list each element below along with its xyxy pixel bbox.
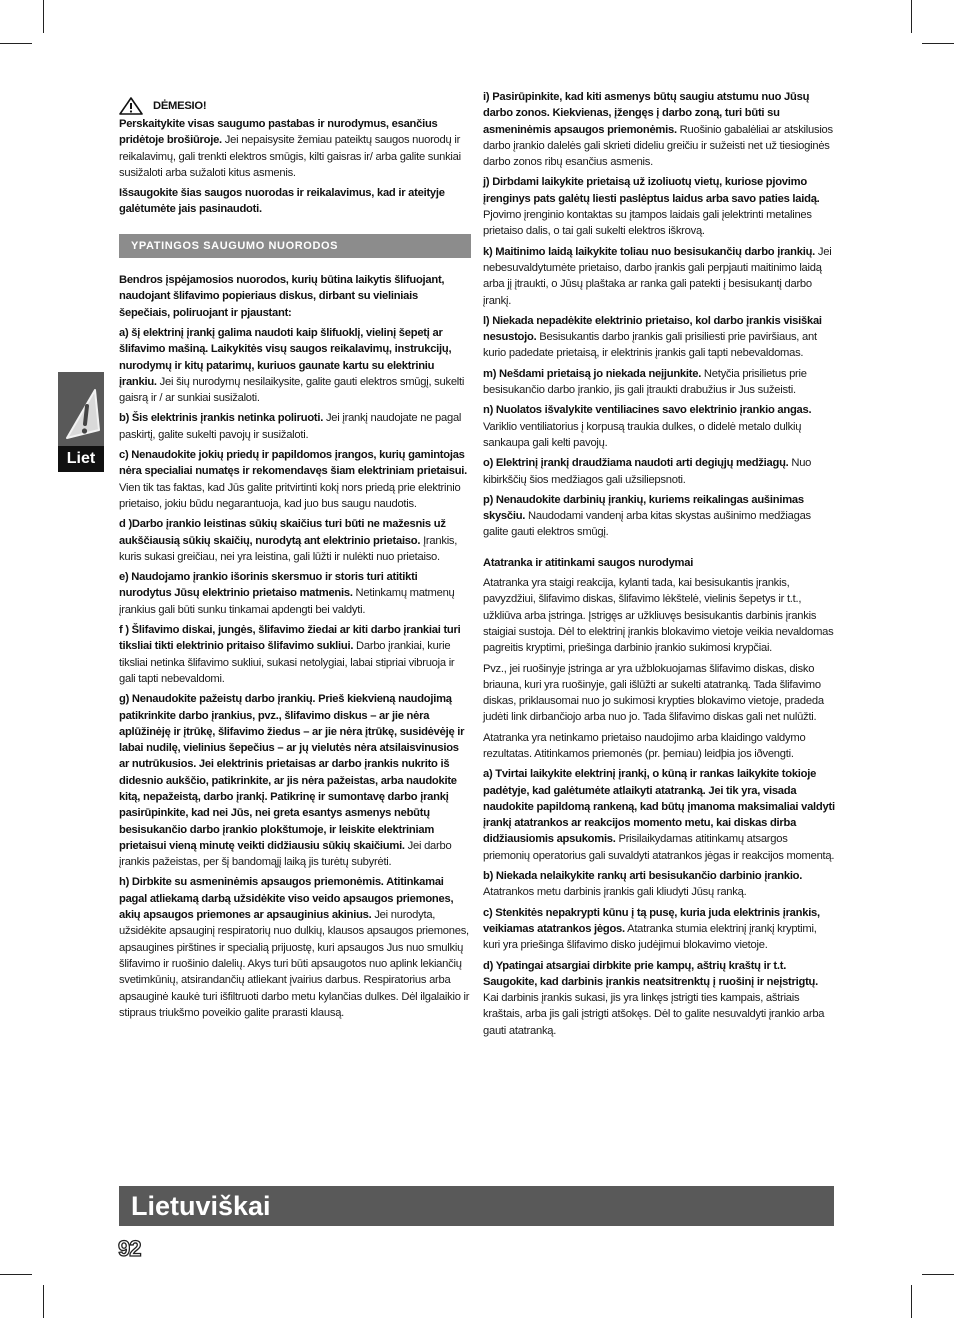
instruction-lead: a) Tvirtai laikykite elektrinį įrankį, o kūną ir rankas laikykite tokioje padėtyje, kad galėtumėte atlaikyti atatranką. Jei tik yra, visada naudokite papildomą rankeną, kad būtų įmanoma maksimaliai valdyti įrankį atatrankos ar reakcijos momento metu, kai diskas dirba didžiausiomis apsukomis. bbox=[483, 768, 835, 846]
instruction-lead: c) Stenkitės nepakrypti kūnu į tą pusę, kuria juda elektrinis įrankis, veikiamas atatrankos jėgos. bbox=[483, 906, 820, 935]
section-title: YPATINGOS SAUGUMO NUORODOS bbox=[119, 234, 471, 258]
instruction-lead: n) Nuolatos išvalykite ventiliacines savo elektrinio įrankio angas. bbox=[483, 404, 812, 417]
instruction-body: Atatranka stumia elektrinį įrankį kryptimi, kuri yra priešinga šlifavimo disko judėjimui blokavimo vietoje. bbox=[483, 922, 817, 952]
instruction-paragraph bbox=[483, 766, 835, 864]
instruction-paragraph bbox=[119, 116, 471, 181]
instruction-paragraph bbox=[119, 622, 471, 687]
instruction-lead: b) Šis elektrinis įrankis netinka poliruoti. bbox=[119, 412, 324, 425]
instruction-paragraph bbox=[483, 313, 835, 362]
crop-mark bbox=[911, 1285, 912, 1318]
instruction-paragraph bbox=[119, 874, 471, 1021]
instruction-body: Vien tik tas faktas, kad Jūs galite pritvirtinti kokį nors priedą prie elektrinio prietaiso, jokiu būdu negarantuoja, kad juo bus saugu naudotis. bbox=[119, 481, 461, 510]
warning-header bbox=[119, 97, 471, 115]
instruction-lead: a) šį elektrinį įrankį galima naudoti kaip šlifuoklį, vielinį šepetį ar šlifavimo mašiną. Laikykitės visų saugos reikalavimų, instrukcijų, nurodymų ir kitų patarimų, kuriuos gaunate kartu su elektriniu įrankiu. bbox=[119, 326, 452, 388]
instruction-paragraph bbox=[119, 569, 471, 618]
instruction-body: Nuo kibirkščių šios medžiagos gali užsiliepsnoti. bbox=[483, 457, 812, 486]
instruction-lead: i) Pasirūpinkite, kad kiti asmenys būtų saugiu atstumu nuo Jūsų darbo zonos. Kiekvienas, įžengęs į darbo zoną, turi būti su asmeninėmis apsaugos priemonėmis. bbox=[483, 91, 810, 136]
instruction-lead: m) Nešdami prietaisą jo niekada neįjunkite. bbox=[483, 367, 702, 380]
instruction-paragraph bbox=[119, 691, 471, 870]
footer-title: Lietuviškai bbox=[131, 1191, 271, 1221]
instruction-body: Besisukantis darbo įrankis gali prisiliesti prie paviršiaus, ant kurio padedate prietaisą, ir elektrinis įrankis gali tapti nebevaldomas. bbox=[483, 331, 817, 360]
instruction-lead: c) Nenaudokite jokių priedų ir papildomos įrangos, kurių gamintojas nėra specialiai numatęs ir rekomendavęs šiam elektriniam prietaisui. bbox=[119, 449, 468, 478]
instruction-lead: j) Dirbdami laikykite prietaisą už izoliuotų vietų, kuriose pjovimo įrenginys pats galėtų liesti paslėptus laidus arba savo paties laidą. bbox=[483, 176, 820, 205]
instruction-lead: h) Dirbkite su asmeninėmis apsaugos priemonėmis. Atitinkamai pagal atliekamą darbą užsidėkite viso veido apsaugos priemones, akių apsaugos priemones ar apsauginius akinius. bbox=[119, 876, 454, 922]
safety-instructions-continued bbox=[483, 89, 835, 541]
instruction-paragraph bbox=[119, 516, 471, 565]
instruction-lead: o) Elektrinį įrankį draudžiama naudoti arti degiųjų medžiagų. bbox=[483, 457, 789, 470]
instruction-lead: d) Ypatingai atsargiai dirbkite prie kampų, aštrių kraštų ir t.t. Saugokite, kad darbinis įrankis neatsitrenktų į ruošinį ir neįstrigtų. bbox=[483, 959, 818, 988]
instruction-body: Atatrankos metu darbinis įrankis gali kliudyti Jūsų ranką. bbox=[483, 886, 747, 899]
instruction-lead: p) Nenaudokite darbinių įrankių, kuriems reikalingas aušinimas skysčiu. bbox=[483, 493, 804, 523]
safety-instructions bbox=[119, 272, 471, 1021]
instruction-body: Jei nurodyta, užsidėkite apsauginį respiratorių nuo dulkių, klausos apsaugos priemones, apsaugines pirštines ir specialią prijuostę, kuri apsaugos Jus nuo smulkių šlifavimo ir ruošinio dalelių. Akys turi būti apsaugotos nuo aplink lekiančių svetimkūnių, atsirandančių atliekant įvairius darbus. Respiratorius arba apsauginė kaukė turi išfiltruoti darbo metu kylančias dulkes. Dėl ilgalaikio ir stipraus triukšmo poveikio galite prarasti klausą. bbox=[119, 909, 470, 1019]
kickback-description bbox=[483, 575, 835, 762]
instruction-paragraph bbox=[119, 185, 471, 218]
crop-mark bbox=[43, 1285, 44, 1318]
instruction-body: Jei įrankį naudojate ne pagal paskirtį, galite sukelti pavojų ir susižaloti. bbox=[119, 412, 462, 441]
instruction-lead: g) Nenaudokite pažeistų darbo įrankių. Prieš kiekvieną naudojimą patikrinkite darbo įrankius, pvz., šlifavimo diskus – ar jie nėra aplūžinėję ir įtrūkę, šlifavimo žiedus – ar jie nėra įtrūkę, susidėvėję ir labai nudilę, vielinius šepečius – ar jų vielutės nėra atsilaisvinusios ar nutrūkusios. Jei elektrinis prietaisas ar darbo įrankis nukrito iš didesnio aukščio, patikrinkite, ar jis nėra pažeistas, arba naudokite kitą, nepažeistą, darbo įrankį. Patikrinę ir sumontavę darbo įrankį pasirūpinkite, kad nei Jūs, nei greta esantys asmenys nebūtų besisukančio darbo įrankio plokštumoje, ir leiskite elektriniam prietaisui vieną minutę veikti didžiausiu sūkių skaičiumi. bbox=[119, 693, 465, 852]
instruction-paragraph bbox=[119, 325, 471, 406]
instruction-body: Prisilaikydamas atitinkamų atsargos priemonių operatorius gali suvaldyti atatrankos jėgas ir reakcijos momentą. bbox=[483, 833, 835, 862]
instruction-lead: Išsaugokite šias saugos nuorodas ir reikalavimus, kad ir ateityje galėtumėte jais pasinaudoti. bbox=[119, 187, 445, 216]
instruction-paragraph bbox=[483, 402, 835, 451]
crop-mark bbox=[922, 43, 954, 44]
instruction-lead: Bendros įspėjamosios nuorodos, kurių būtina laikytis šlifuojant, naudojant šlifavimo popieriaus diskus, dirbant su vieliniais šepečiais, poliruojant ir pjaustant: bbox=[119, 274, 445, 319]
instruction-body: Netinkamų matmenų įrankius gali būti sunku tinkamai apdengti bei valdyti. bbox=[119, 587, 455, 616]
right-column bbox=[483, 89, 835, 1043]
crop-mark bbox=[43, 0, 44, 33]
instruction-body: Naudodami vandenį arba kitas skystas aušinimo medžiagas galite gauti elektros smūgį. bbox=[483, 510, 811, 539]
instruction-body: Darbo įrankiai, kurie tiksliai netinka šlifavimo sukliui, sukasi netolygiai, labai stipriai vibruoja ir gali tapti nebevaldomi. bbox=[119, 640, 455, 685]
instruction-body: Kai darbinis įrankis sukasi, jis yra linkęs įstrigti ties kampais, aštriais kraštais, arba jis gali įstrigti atšokęs. Dėl to galite nesuvaldyti įrankio arba gauti atatranką. bbox=[483, 992, 825, 1037]
footer-bar bbox=[119, 1186, 834, 1226]
instruction-paragraph bbox=[119, 410, 471, 443]
crop-mark bbox=[911, 0, 912, 33]
instruction-paragraph bbox=[483, 455, 835, 488]
instruction-lead: d )Darbo įrankio leistinas sūkių skaičius turi būti ne mažesnis už aukščiausią sūkių skaičių, nurodytą ant elektrinio prietaiso. bbox=[119, 518, 446, 547]
crop-mark bbox=[0, 43, 32, 44]
language-tab bbox=[58, 372, 104, 472]
instruction-body: Jei šių nurodymų nesilaikysite, galite gauti elektros smūgį, sukelti gaisrą ir / ar sunkiai susižaloti. bbox=[119, 375, 465, 405]
instruction-paragraph bbox=[483, 492, 835, 541]
instruction-lead: f ) Šlifavimo diskai, jungės, šlifavimo žiedai ar kiti darbo įrankiai turi tiksliai tikti elektrinio pritaiso šlifavimo sukliui. bbox=[119, 624, 461, 653]
instruction-body: Įrankis, kuris sukasi greičiau, nei yra leistina, gali lūžti ir nulėkti nuo prietaiso. bbox=[119, 534, 458, 563]
instruction-paragraph bbox=[119, 272, 471, 321]
warning-icon bbox=[61, 382, 101, 451]
warning-intro bbox=[119, 116, 471, 218]
page-number: 92 bbox=[118, 1236, 141, 1261]
kickback-subheading: Atatranka ir atitinkami saugos nurodymai bbox=[483, 556, 694, 569]
instruction-lead: l) Niekada nepadėkite elektrinio prietaiso, kol darbo įrankis visiškai nesustojo. bbox=[483, 314, 822, 344]
instruction-body: Pjovimo įrenginio kontaktas su įtampos laidais gali įelektrinti metalines prietaiso dalis, o tai gali sukelti elektros iškrovą. bbox=[483, 209, 812, 238]
instruction-lead: b) Niekada nelaikykite rankų arti besisukančio darbinio įrankio. bbox=[483, 870, 803, 883]
instruction-body: Jei nepaisysite žemiau pateiktų saugos nuorodų ir reikalavimų, gali trenkti elektros smūgis, kilti gaisras ir/ arba galite sunkiai susižaloti arba sužaloti kitus asmenis. bbox=[119, 134, 461, 179]
instruction-paragraph bbox=[483, 905, 835, 954]
warning-triangle-icon bbox=[119, 97, 143, 115]
body-paragraph: Atatranka yra staigi reakcija, kylanti tada, kai besisukantis įrankis, pavyzdžiui, šlifavimo diskas, šlifavimo lėkštelė, vielinis šepetys ir t.t., užkliūva arba įstringa. Įstrigęs ar užkliuvęs besisukantis darbinis įrankis staigiai sustoja. Dėl to elektrinį įrankis blokavimo vietoje veikia nevaldomas pagreitis kryptimi, priešinga darbinio įrankio sukimosi krypčiai. bbox=[483, 577, 834, 655]
body-paragraph: Atatranka yra netinkamo prietaiso naudojimo arba klaidingo valdymo rezultatas. Atitinkamos priemonės (pr. þemiau) leidþia jos iðvengti. bbox=[483, 731, 806, 760]
instruction-paragraph bbox=[483, 174, 835, 239]
language-tab-label: Liet bbox=[58, 446, 104, 472]
crop-mark bbox=[0, 1274, 32, 1275]
crop-mark bbox=[922, 1274, 954, 1275]
instruction-body: Variklio ventiliatorius į korpusą traukia dulkes, o didelė metalo dulkių sankaupa gali kelti pavojų. bbox=[483, 420, 802, 449]
body-paragraph: Pvz., jei ruošinyje įstringa ar yra užblokuojamas šlifavimo diskas, disko briauna, kuri yra ruošinyje, gali išlūžti ar sukelti atatranką. Tada šlifavimo diskas, priklausomai nuo jo sukimosi krypties blokavimo vietoje, pradeda judėti link dirbančiojo arba nuo jo. Tada šlifavimo diskas gali net nulūžti. bbox=[483, 662, 824, 724]
instruction-paragraph bbox=[483, 366, 835, 399]
instruction-paragraph bbox=[483, 958, 835, 1039]
instruction-paragraph bbox=[483, 244, 835, 309]
instruction-paragraph bbox=[119, 447, 471, 512]
instruction-paragraph bbox=[483, 89, 835, 170]
instruction-body: Ruošinio gabalėliai ar atskilusios darbo įrankio dalelės gali skrieti dideliu greičiu ir sužeisti net už tiesioginės darbo zonos ribų esančius asmenis. bbox=[483, 123, 833, 169]
kickback-instructions bbox=[483, 766, 835, 1039]
left-column bbox=[119, 97, 471, 1025]
instruction-body: Jei nebesuvaldytumėte prietaiso, darbo įrankis gali perpjauti maitinimo laidą arba jį įtraukti, o Jūsų plaštaka ar ranka gali patekti į besisukantį darbo įrankį. bbox=[483, 245, 832, 307]
instruction-lead: e) Naudojamo įrankio išorinis skersmuo ir storis turi atitikti nurodytus Jūsų elektrinio prietaiso matmenis. bbox=[119, 571, 418, 600]
instruction-body: Netyčia prisilietus prie besisukančio darbo įrankio, jis gali įtraukti drabužius ir Jus sužeisti. bbox=[483, 367, 807, 397]
instruction-lead: Perskaitykite visas saugumo pastabas ir nurodymus, esančius pridėtoje brošiūroje. bbox=[119, 118, 438, 147]
warning-title: DĖMESIO! bbox=[153, 99, 207, 112]
instruction-lead: k) Maitinimo laidą laikykite toliau nuo besisukančių darbo įrankių. bbox=[483, 245, 816, 258]
instruction-body: Jei darbo įrankis pažeistas, per šį bandomąjį laiką jis turėtų subyrėti. bbox=[119, 839, 452, 869]
instruction-paragraph bbox=[483, 868, 835, 901]
